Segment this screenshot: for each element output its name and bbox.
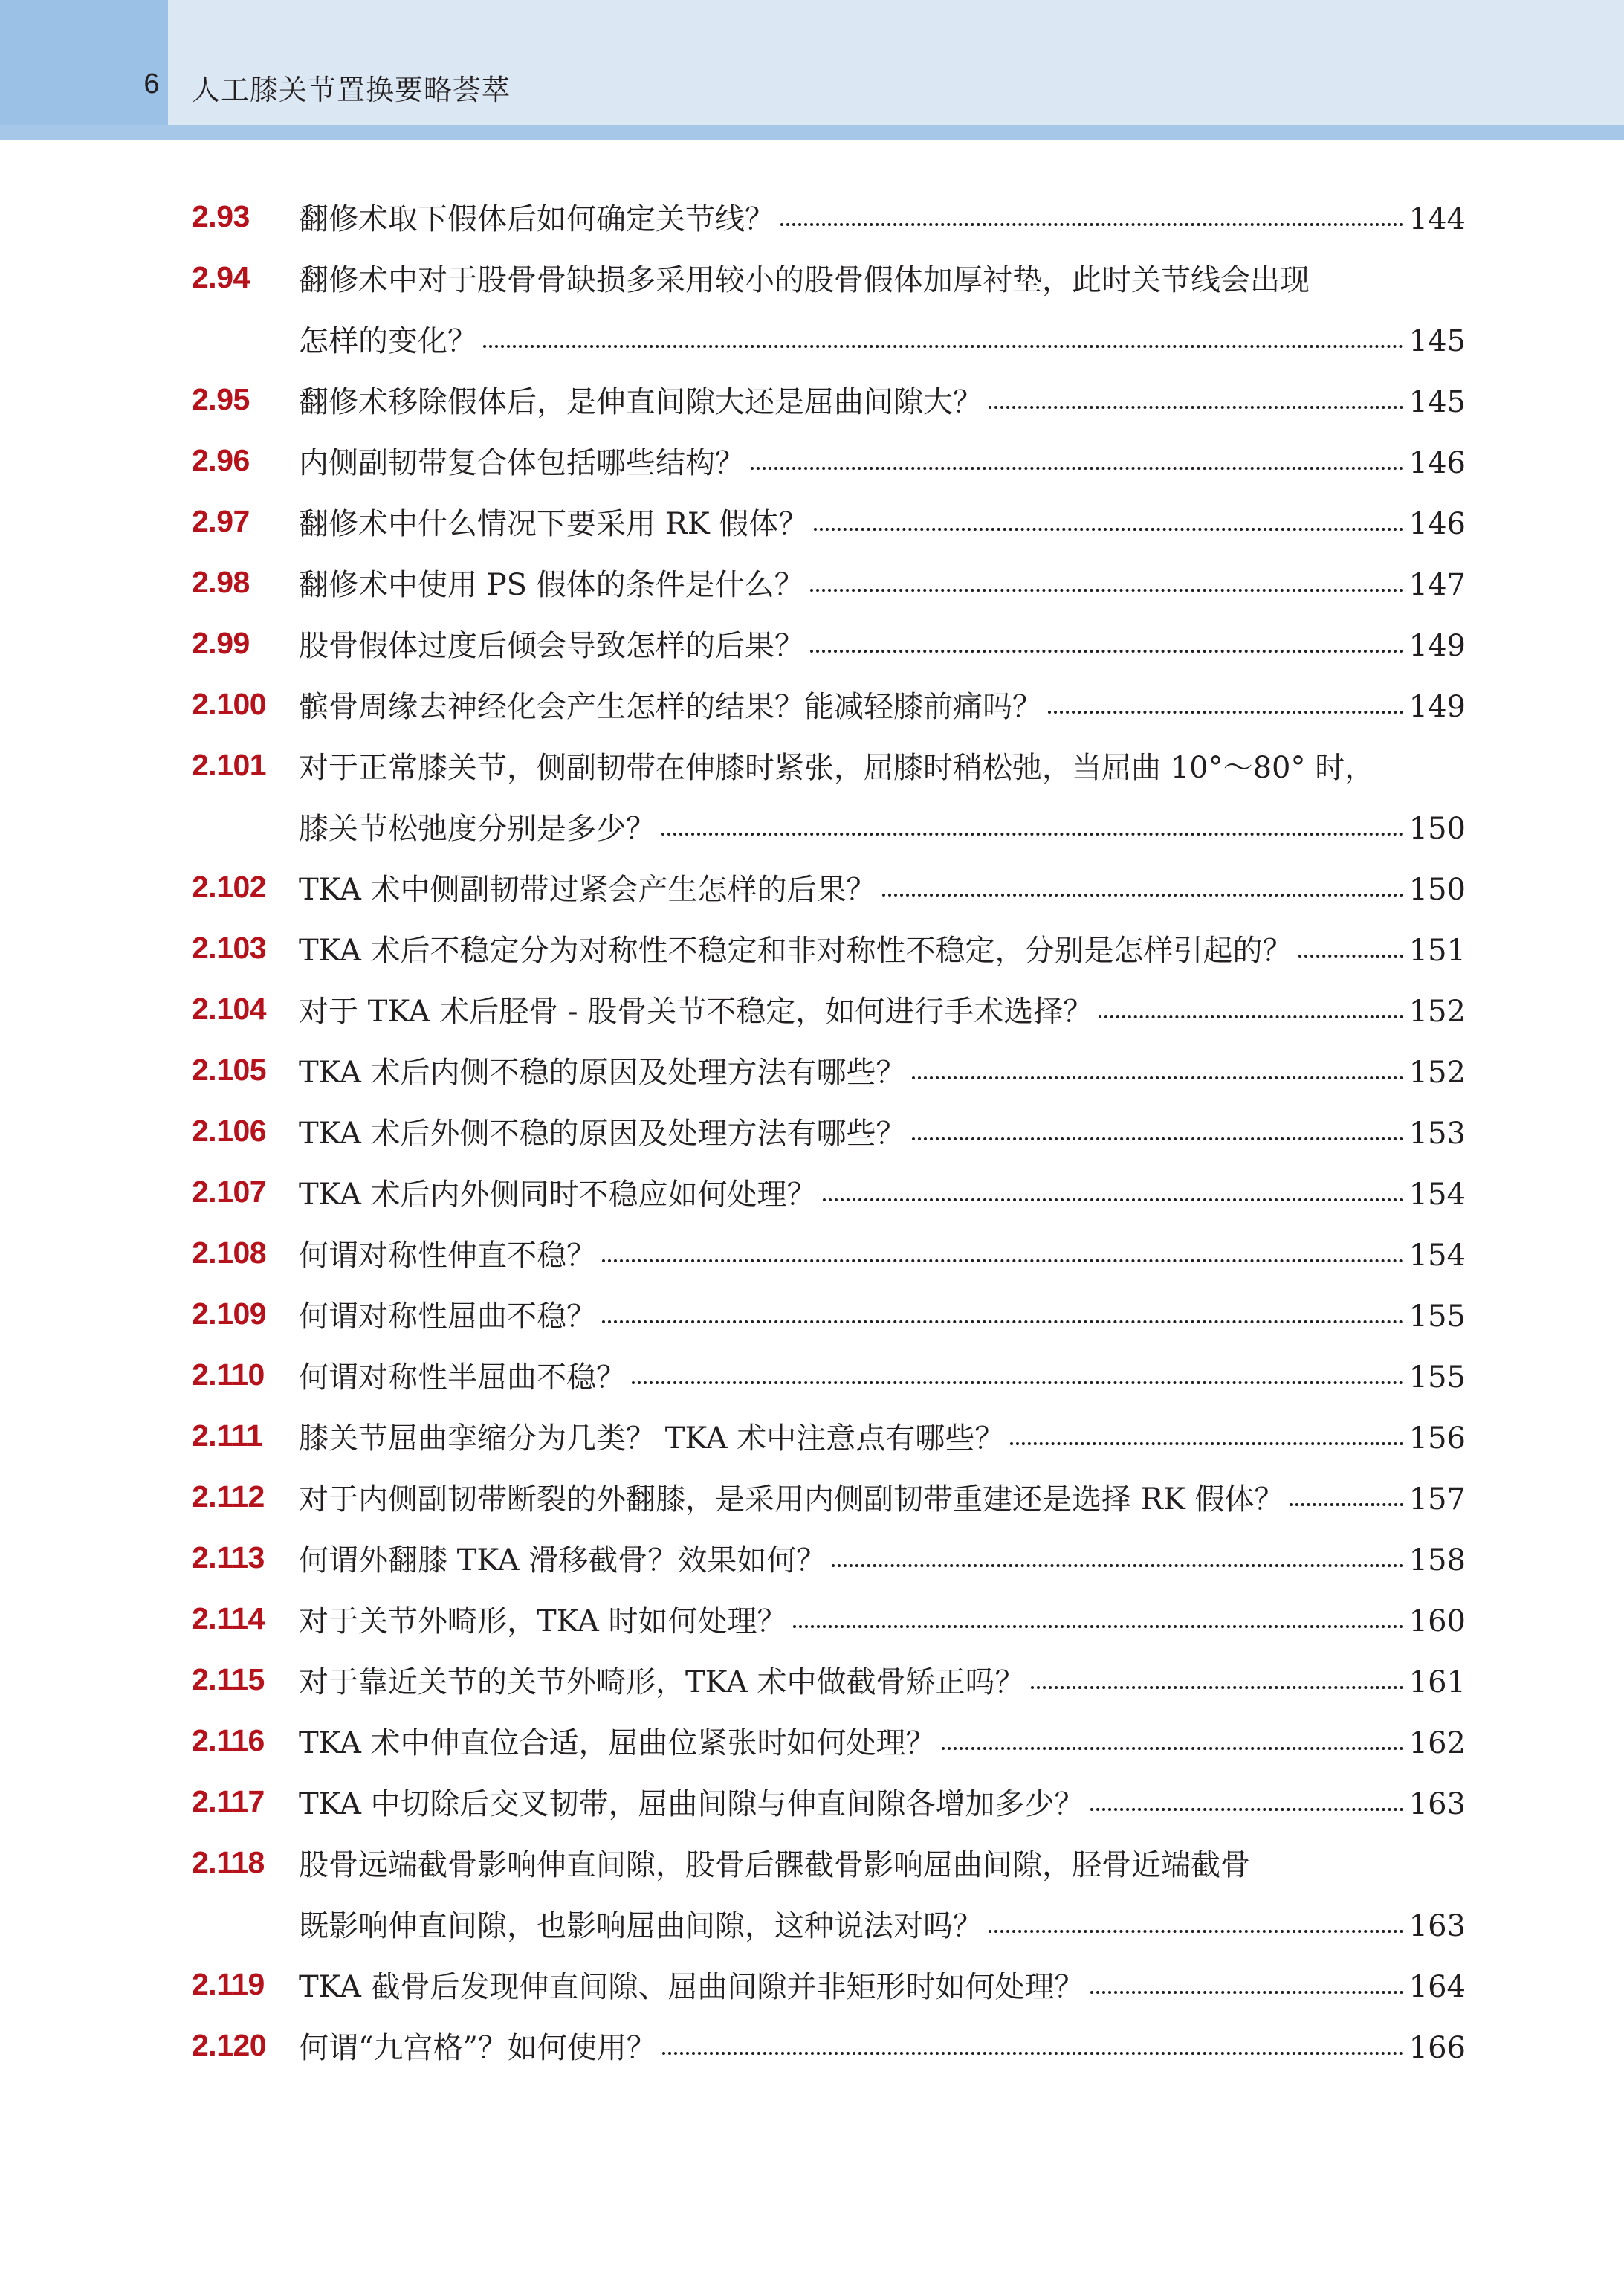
toc-entry-page: 145 (1408, 385, 1466, 419)
toc-entry-number: 2.111 (192, 1418, 263, 1453)
toc-entry-title: TKA 中切除后交叉韧带，屈曲间隙与伸直间隙各增加多少？ (299, 1787, 1084, 1821)
toc-entry-line (299, 1052, 1466, 1094)
toc-entry-title: TKA 术后内侧不稳的原因及处理方法有哪些？ (299, 1056, 906, 1090)
toc-entry-number: 2.120 (192, 2028, 267, 2062)
toc-entry-line (299, 1357, 1466, 1398)
toc-entry-page: 166 (1408, 2031, 1466, 2065)
toc-entry-line (299, 930, 1466, 972)
toc-entry-title: 对于内侧副韧带断裂的外翻膝，是采用内侧副韧带重建还是选择 RK 假体？ (299, 1482, 1284, 1517)
dot-leader (823, 1198, 1403, 1201)
dot-leader (1090, 1808, 1403, 1811)
dot-leader (912, 1137, 1403, 1140)
toc-entry-number: 2.106 (192, 1114, 267, 1148)
toc-entry-title: 翻修术中使用 PS 假体的条件是什么？ (299, 568, 804, 602)
toc-entry-title: TKA 术中侧副韧带过紧会产生怎样的后果？ (299, 873, 876, 907)
toc-entry-page: 163 (1408, 1787, 1466, 1821)
toc-entry-number: 2.96 (192, 443, 250, 477)
dot-leader (814, 528, 1403, 531)
dot-leader (780, 223, 1403, 226)
toc-entry-title: 何谓“九宫格”？如何使用？ (299, 2031, 656, 2065)
toc-entry-page: 150 (1408, 873, 1466, 907)
dot-leader (1010, 1442, 1403, 1445)
toc-entry-line (299, 991, 1466, 1033)
toc-entry-line (299, 1540, 1466, 1581)
toc-entry-line (299, 1174, 1466, 1215)
toc-entry-title: TKA 术中伸直位合适，屈曲位紧张时如何处理？ (299, 1726, 936, 1760)
toc-entry-number: 2.94 (192, 260, 250, 294)
toc-entry-page: 162 (1408, 1726, 1466, 1760)
toc-entry-number: 2.107 (192, 1175, 267, 1209)
toc-entry-line (299, 1722, 1466, 1764)
toc-entry-page: 151 (1408, 934, 1466, 968)
dot-leader (632, 1381, 1403, 1384)
dot-leader (661, 833, 1403, 836)
toc-entry-title: 对于 TKA 术后胫骨 - 股骨关节不稳定，如何进行手术选择？ (299, 995, 1093, 1029)
toc-entry-number: 2.116 (192, 1723, 265, 1757)
toc-entry-line (299, 1113, 1466, 1155)
toc-entry-title: 翻修术取下假体后如何确定关节线？ (299, 202, 774, 236)
toc-entry-number: 2.112 (192, 1479, 265, 1514)
dot-leader (942, 1747, 1403, 1750)
toc-entry-number: 2.115 (192, 1662, 265, 1696)
dot-leader (793, 1625, 1403, 1628)
toc-entry-line (299, 503, 1466, 545)
toc-entry-number: 2.118 (192, 1845, 265, 1879)
toc-entry-page: 158 (1408, 1543, 1466, 1578)
toc-entry-line (299, 625, 1466, 667)
dot-leader (832, 1564, 1403, 1567)
toc-entry-number: 2.98 (192, 565, 250, 599)
toc-entry-number: 2.93 (192, 199, 250, 233)
toc-entry-page: 154 (1408, 1239, 1466, 1273)
toc-entry-number: 2.105 (192, 1053, 267, 1087)
toc-entry-page: 163 (1408, 1909, 1466, 1943)
toc-entry-line (299, 320, 1466, 362)
toc-entry-page: 146 (1408, 446, 1466, 480)
toc-entry-title: 翻修术中什么情况下要采用 RK 假体？ (299, 507, 809, 541)
dot-leader (882, 894, 1403, 897)
toc-entry-page: 146 (1408, 507, 1466, 541)
dot-leader (662, 2052, 1403, 2055)
toc-entry-number: 2.97 (192, 504, 250, 538)
toc-entry-line (299, 686, 1466, 728)
toc-entry-title: 既影响伸直间隙，也影响屈曲间隙，这种说法对吗？ (299, 1909, 983, 1943)
toc-entry-line (299, 1905, 1466, 1947)
toc-entry-title: 翻修术移除假体后，是伸直间隙大还是屈曲间隙大？ (299, 385, 983, 419)
toc-entry-page: 161 (1408, 1665, 1466, 1699)
toc-entry-page: 152 (1408, 1056, 1466, 1090)
page-header (0, 0, 1624, 140)
toc-entry-line (299, 1844, 1466, 1886)
toc-entry-line (299, 808, 1466, 850)
toc-entry-number: 2.103 (192, 931, 267, 965)
toc-entry-page: 152 (1408, 995, 1466, 1029)
toc-entry-title: 股骨假体过度后倾会导致怎样的后果？ (299, 629, 804, 663)
toc-entry-number: 2.109 (192, 1297, 267, 1331)
toc-entry-page: 155 (1408, 1299, 1466, 1334)
toc-entry-page: 145 (1408, 324, 1466, 358)
dot-leader (602, 1259, 1403, 1262)
toc-entry-title: 何谓外翻膝 TKA 滑移截骨？效果如何？ (299, 1543, 826, 1578)
toc-entry-title: 股骨远端截骨影响伸直间隙，股骨后髁截骨影响屈曲间隙，胫骨近端截骨 (299, 1848, 1250, 1882)
toc-entry-title: 怎样的变化？ (299, 324, 477, 358)
toc-entry-line (299, 259, 1466, 301)
toc-entry-number: 2.99 (192, 626, 250, 660)
toc-entry-line (299, 747, 1466, 789)
toc-entry-title: TKA 术后内外侧同时不稳应如何处理？ (299, 1178, 817, 1212)
book-title: 人工膝关节置换要略荟萃 (192, 74, 511, 106)
toc-entry-page: 156 (1408, 1421, 1466, 1456)
toc-entry-line (299, 1783, 1466, 1825)
toc-entry-page: 160 (1408, 1604, 1466, 1638)
toc-entry-page: 157 (1408, 1482, 1466, 1517)
toc-entry-number: 2.113 (192, 1540, 265, 1575)
dot-leader (602, 1320, 1403, 1323)
toc-entry-number: 2.108 (192, 1236, 267, 1270)
toc-entry-line (299, 1418, 1466, 1459)
dot-leader (810, 650, 1403, 653)
header-rule (0, 125, 1624, 140)
toc-entry-line (299, 869, 1466, 911)
dot-leader (1298, 955, 1403, 958)
dot-leader (1031, 1686, 1403, 1689)
dot-leader (810, 589, 1403, 592)
page-number: 6 (143, 68, 160, 100)
toc-entry-number: 2.95 (192, 382, 250, 416)
dot-leader (751, 467, 1403, 470)
toc-entry-page: 147 (1408, 568, 1466, 602)
toc-entry-title: 膝关节松弛度分别是多少？ (299, 812, 656, 846)
toc-entry-title: 对于关节外畸形，TKA 时如何处理？ (299, 1604, 787, 1638)
dot-leader (989, 406, 1403, 409)
toc-entry-line (299, 1479, 1466, 1520)
toc-entry-title: 膝关节屈曲挛缩分为几类？ TKA 术中注意点有哪些？ (299, 1421, 1005, 1456)
toc-entry-page: 164 (1408, 1970, 1466, 2004)
dot-leader (483, 345, 1403, 348)
toc-entry-page: 150 (1408, 812, 1466, 846)
toc-entry-number: 2.104 (192, 992, 267, 1026)
dot-leader (989, 1930, 1403, 1933)
toc-entry-number: 2.100 (192, 687, 267, 721)
toc-entry-number: 2.101 (192, 748, 267, 782)
dot-leader (912, 1076, 1403, 1079)
toc-entry-page: 155 (1408, 1360, 1466, 1395)
toc-entry-line (299, 442, 1466, 484)
toc-entry-line (299, 564, 1466, 606)
toc-entry-line (299, 1601, 1466, 1642)
toc-entry-title: 何谓对称性半屈曲不稳？ (299, 1360, 626, 1395)
toc-entry-title: 翻修术中对于股骨骨缺损多采用较小的股骨假体加厚衬垫，此时关节线会出现 (299, 263, 1310, 297)
toc-entry-page: 153 (1408, 1117, 1466, 1151)
toc-entry-page: 149 (1408, 690, 1466, 724)
dot-leader (1099, 1015, 1403, 1018)
toc-entry-title: 髌骨周缘去神经化会产生怎样的结果？能减轻膝前痛吗？ (299, 690, 1042, 724)
toc-entry-page: 154 (1408, 1178, 1466, 1212)
toc-entry-line (299, 1662, 1466, 1703)
toc-entry-number: 2.114 (192, 1601, 265, 1635)
toc-entry-title: 内侧副韧带复合体包括哪些结构？ (299, 446, 745, 480)
toc-entry-number: 2.110 (192, 1357, 265, 1392)
toc-entry-title: 对于靠近关节的关节外畸形，TKA 术中做截骨矫正吗？ (299, 1665, 1025, 1699)
toc-entry-number: 2.117 (192, 1784, 265, 1818)
toc-entry-title: TKA 术后外侧不稳的原因及处理方法有哪些？ (299, 1117, 906, 1151)
dot-leader (1048, 711, 1403, 714)
toc-entry-line (299, 381, 1466, 423)
toc-entry-line (299, 1296, 1466, 1337)
toc-entry-title: 对于正常膝关节，侧副韧带在伸膝时紧张，屈膝时稍松弛，当屈曲 10°～80° 时， (299, 751, 1375, 785)
toc-entry-title: 何谓对称性屈曲不稳？ (299, 1299, 596, 1334)
dot-leader (1290, 1503, 1403, 1506)
toc-entry-page: 144 (1408, 202, 1466, 236)
toc-entry-line (299, 2027, 1466, 2069)
toc-entry-page: 149 (1408, 629, 1466, 663)
toc-entry-title: TKA 术后不稳定分为对称性不稳定和非对称性不稳定，分别是怎样引起的？ (299, 934, 1293, 968)
toc-entry-number: 2.102 (192, 870, 267, 904)
toc-entry-title: TKA 截骨后发现伸直间隙、屈曲间隙并非矩形时如何处理？ (299, 1970, 1084, 2004)
toc-entry-line (299, 1235, 1466, 1276)
toc-entry-line (299, 198, 1466, 240)
toc-entry-line (299, 1966, 1466, 2008)
dot-leader (1090, 1991, 1403, 1994)
toc-entry-title: 何谓对称性伸直不稳？ (299, 1239, 596, 1273)
toc-entry-number: 2.119 (192, 1967, 265, 2001)
